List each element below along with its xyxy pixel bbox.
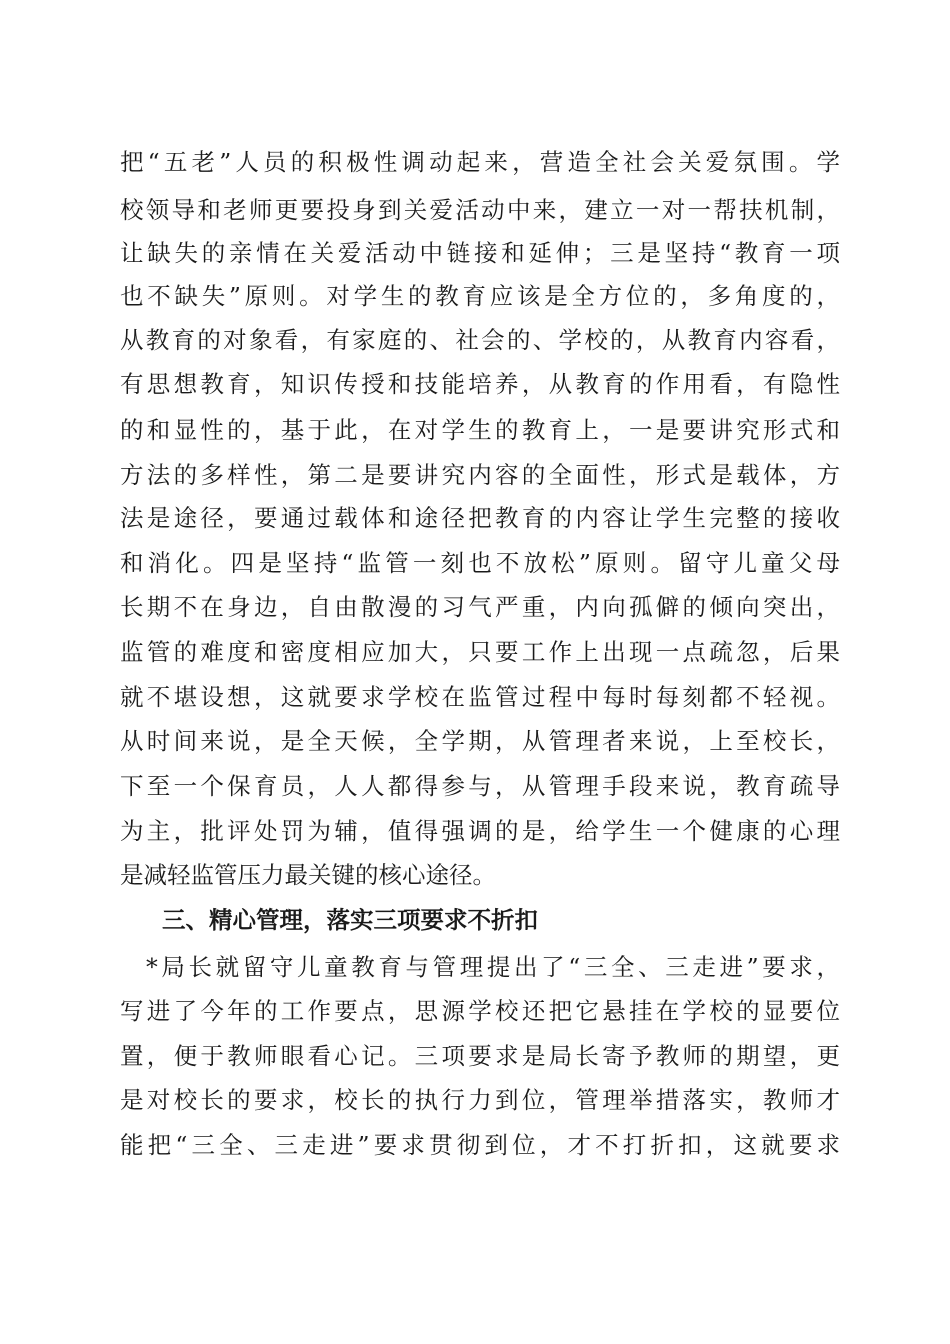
- text-line: 方法的多样性，第二是要讲究内容的全面性，形式是载体，方: [120, 461, 840, 489]
- text-line: 把“五老”人员的积极性调动起来，营造全社会关爱氛围。学: [120, 148, 840, 176]
- text-line: 校领导和老师更要投身到关爱活动中来，建立一对一帮扶机制，: [120, 196, 840, 224]
- text-line: 从教育的对象看，有家庭的、社会的、学校的，从教育内容看，: [120, 326, 840, 354]
- text-line: 为主，批评处罚为辅，值得强调的是，给学生一个健康的心理: [120, 817, 840, 845]
- text-line: 的和显性的，基于此，在对学生的教育上，一是要讲究形式和: [120, 416, 840, 444]
- text-line: 写进了今年的工作要点，思源学校还把它悬挂在学校的显要位: [120, 997, 840, 1025]
- text-line: 让缺失的亲情在关爱活动中链接和延伸；三是坚持“教育一项: [120, 239, 840, 267]
- text-line: 能把“三全、三走进”要求贯彻到位，才不打折扣，这就要求: [120, 1131, 840, 1159]
- text-line: 也不缺失”原则。对学生的教育应该是全方位的，多角度的，: [120, 282, 840, 310]
- text-line: 是对校长的要求，校长的执行力到位，管理举措落实，教师才: [120, 1086, 840, 1114]
- text-line: 和消化。四是坚持“监管一刻也不放松”原则。留守儿童父母: [120, 549, 840, 577]
- text-line: *局长就留守儿童教育与管理提出了“三全、三走进”要求，: [146, 953, 840, 981]
- text-line: 置，便于教师眼看心记。三项要求是局长寄予教师的期望，更: [120, 1042, 840, 1070]
- text-line: 法是途径，要通过载体和途径把教育的内容让学生完整的接收: [120, 504, 840, 532]
- text-line: 长期不在身边，自由散漫的习气严重，内向孤僻的倾向突出，: [120, 593, 840, 621]
- text-line: 从时间来说，是全天候，全学期，从管理者来说，上至校长，: [120, 727, 840, 755]
- section-heading: 三、精心管理，落实三项要求不折扣: [162, 906, 538, 934]
- text-line: 监管的难度和密度相应加大，只要工作上出现一点疏忽，后果: [120, 638, 840, 666]
- text-line: 下至一个保育员，人人都得参与，从管理手段来说，教育疏导: [120, 772, 840, 800]
- text-line: 有思想教育，知识传授和技能培养，从教育的作用看，有隐性: [120, 370, 840, 398]
- text-line: 就不堪设想，这就要求学校在监管过程中每时每刻都不轻视。: [120, 683, 840, 711]
- text-line: 是减轻监管压力最关键的核心途径。: [120, 861, 496, 889]
